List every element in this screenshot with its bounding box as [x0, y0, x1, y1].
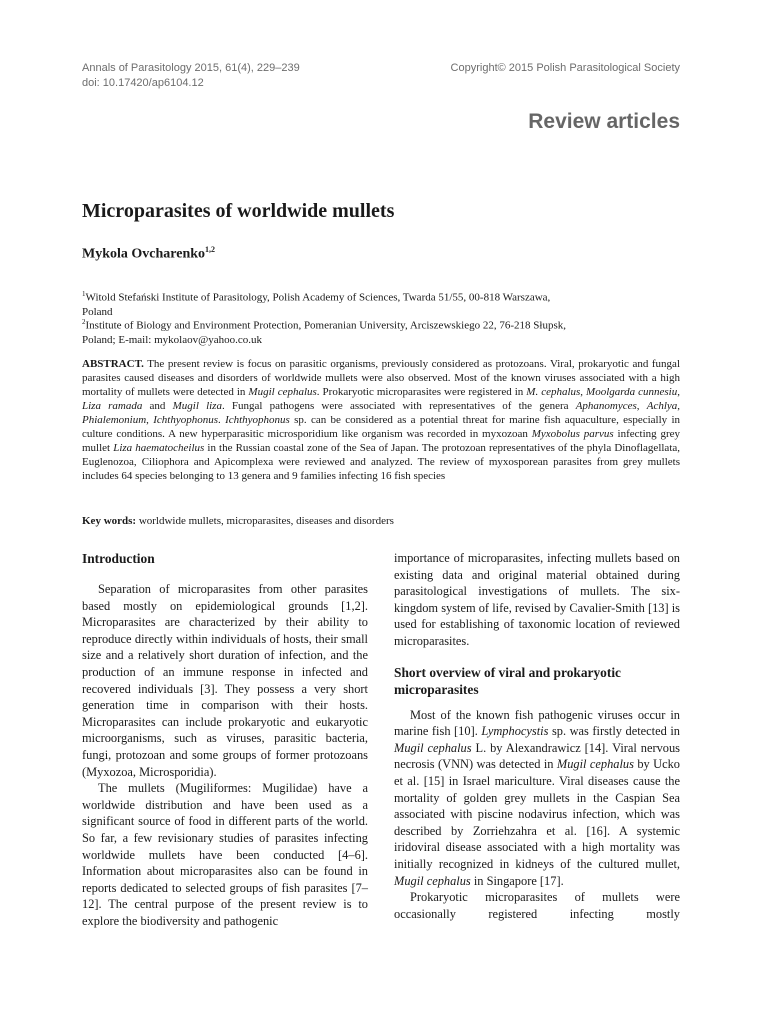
introduction-paragraph-2-continued: importance of microparasites, infecting mullets based on existing data and original material obtained during parasitological investigations of mullets. The six-kingdom system of life, revised by Cavalier-Smith [13] is used for establishing of taxonomic location of reviewed microparasites. [394, 551, 680, 648]
keywords-label: Key words: [82, 515, 137, 527]
left-column [82, 550, 368, 929]
affiliation-1-sup: 1 [82, 290, 86, 298]
abstract-species: Liza ramada [82, 400, 143, 412]
introduction-paragraph-2: The mullets (Mugiliformes: Mugilidae) have a worldwide distribution and have been used as a significant source of food in different parts of the world. So far, a few revisionary studies of parasites infecting worldwide mullets have been conducted [4–6]. Information about microparasites also can be found in reports dedicated to selected groups of fish parasites [7–12]. The central purpose of the present review is to explore the biodiversity and pathogenic [82, 781, 368, 928]
abstract-text: The present review is focus on parasitic organisms, previously considered as protozoans. Viral, prokaryotic and fungal parasites caused diseases and disorders of worldwide mullets were also observed. Most of the known viruses associated with a high mortality of mullets were detected in [82, 358, 680, 398]
author-name [82, 245, 215, 263]
affiliation-2-line2: Poland; E-mail: mykolaov@yahoo.co.uk [82, 333, 262, 346]
keywords-text: worldwide mullets, microparasites, diseases and disorders [136, 515, 394, 527]
abstract-text: , [677, 386, 680, 398]
overview-text: sp. was firstly detected in [548, 724, 680, 739]
overview-species: Mugil cephalus [556, 757, 634, 772]
abstract-genus: Achlya [646, 400, 678, 412]
abstract-species: Liza haematocheilus [113, 442, 205, 454]
abstract-text: , [636, 400, 647, 412]
affiliation-1-line2: Poland [82, 305, 113, 318]
author-superscript: 1,2 [205, 245, 216, 254]
abstract-text: sp. can be considered as a potential threat for marine fish aquaculture, especially in culture conditions. A new hyperparasitic microsporidium like organism was recorded in myxozoan [82, 414, 681, 440]
affiliation-2-sup: 2 [82, 318, 86, 326]
right-column [394, 550, 680, 922]
abstract-text: , [580, 386, 587, 398]
abstract-species: Mugil liza [172, 400, 222, 412]
abstract-genus: Ichthyophonus [225, 414, 290, 426]
overview-paragraph-2: Prokaryotic microparasites of mullets were occasionally registered infecting mostly [394, 890, 680, 921]
doi-line[interactable]: doi: 10.17420/ap6104.12 [82, 77, 204, 89]
abstract [82, 357, 680, 483]
introduction-heading: Introduction [82, 551, 155, 566]
abstract-text: , [677, 400, 681, 412]
copyright-notice: Copyright© 2015 Polish Parasitological Society [450, 62, 680, 74]
affiliation-1 [82, 287, 642, 319]
overview-heading: Short overview of viral and prokaryotic microparasites [394, 664, 621, 697]
overview-text: Most of the known fish pathogenic viruses occur in marine fish [10]. [394, 707, 680, 739]
abstract-genus: Ichthyophonus [153, 414, 218, 426]
overview-genus: Lymphocystis [481, 724, 549, 739]
introduction-paragraph-1: Separation of microparasites from other parasites based mostly on epidemiological grounds [1,2]. Microparasites are characterized by their ability to reproduce directly within individuals of hosts, their small size and a relatively short duration of infection, and the production of an immune response in infected and recovered individuals [3]. They possess a very short generation time in comparison with their hosts. Microparasites can include prokaryotic and eukaryotic microorganisms, such as viruses, parasitic bacteria, fungi, protozoan and some groups of former protozoans (Myxozoa, Microsporidia). [82, 582, 368, 779]
overview-text: by Ucko et al. [15] in Israel mariculture. Viral diseases cause the mortality of golden grey mullets in the Caspian Sea associated with piscine nodavirus infection, which was described by Zorriehzahra et al. [16]. A systemic iridoviral disease associated with a high mortality was initially recognized in kidneys of the cultured mullet, [394, 757, 680, 871]
abstract-genus: Aphanomyces [575, 400, 637, 412]
abstract-species: M. cephalus [526, 386, 581, 398]
abstract-species: Myxobolus parvus [531, 428, 614, 440]
overview-species: Mugil cephalus [394, 740, 472, 755]
abstract-species: Moolgarda cunnesiu [586, 386, 678, 398]
overview-paragraph-1 [394, 707, 680, 890]
keywords [82, 515, 680, 527]
affiliation-1-line1: Witold Stefański Institute of Parasitology, Polish Academy of Sciences, Twarda 51/55, 00-818 Warszawa, [85, 291, 551, 304]
affiliation-2 [82, 315, 642, 347]
abstract-text: in the Russian coastal zone of the Sea of Japan. The protozoan representatives of the phyla Dinoflagellata, Euglenozoa, Ciliophora and Apicomplexa were reviewed and analyzed. The review of myxosporean parasites from grey mullets includes 64 species belonging to 13 genera and 9 families infecting 16 fish species [82, 442, 681, 482]
article-title: Microparasites of worldwide mullets [82, 200, 395, 222]
abstract-genus: Phialemonium [82, 414, 147, 426]
abstract-species: Mugil cephalus [248, 386, 317, 398]
abstract-text: and [142, 400, 173, 412]
overview-species: Mugil cephalus [394, 873, 471, 888]
abstract-text: , [146, 414, 154, 426]
author-text: Mykola Ovcharenko [82, 246, 206, 262]
abstract-text: . Prokaryotic microparasites were registered in [316, 386, 527, 398]
overview-text: L. by Alexandrawicz [14]. Viral nervous necrosis (VNN) was detected in [394, 740, 680, 772]
abstract-label: ABSTRACT. [82, 358, 144, 370]
affiliation-2-line1: Institute of Biology and Environment Protection, Pomeranian University, Arciszewskiego 22, 76-218 Słupsk, [85, 319, 566, 332]
abstract-text: . [218, 414, 226, 426]
overview-text: in Singapore [17]. [470, 873, 564, 888]
journal-citation: Annals of Parasitology 2015, 61(4), 229–239 [82, 62, 300, 74]
section-label: Review articles [528, 110, 680, 133]
abstract-text: infecting grey mullet [82, 428, 680, 454]
abstract-text: . Fungal pathogens were associated with representatives of the genera [221, 400, 576, 412]
